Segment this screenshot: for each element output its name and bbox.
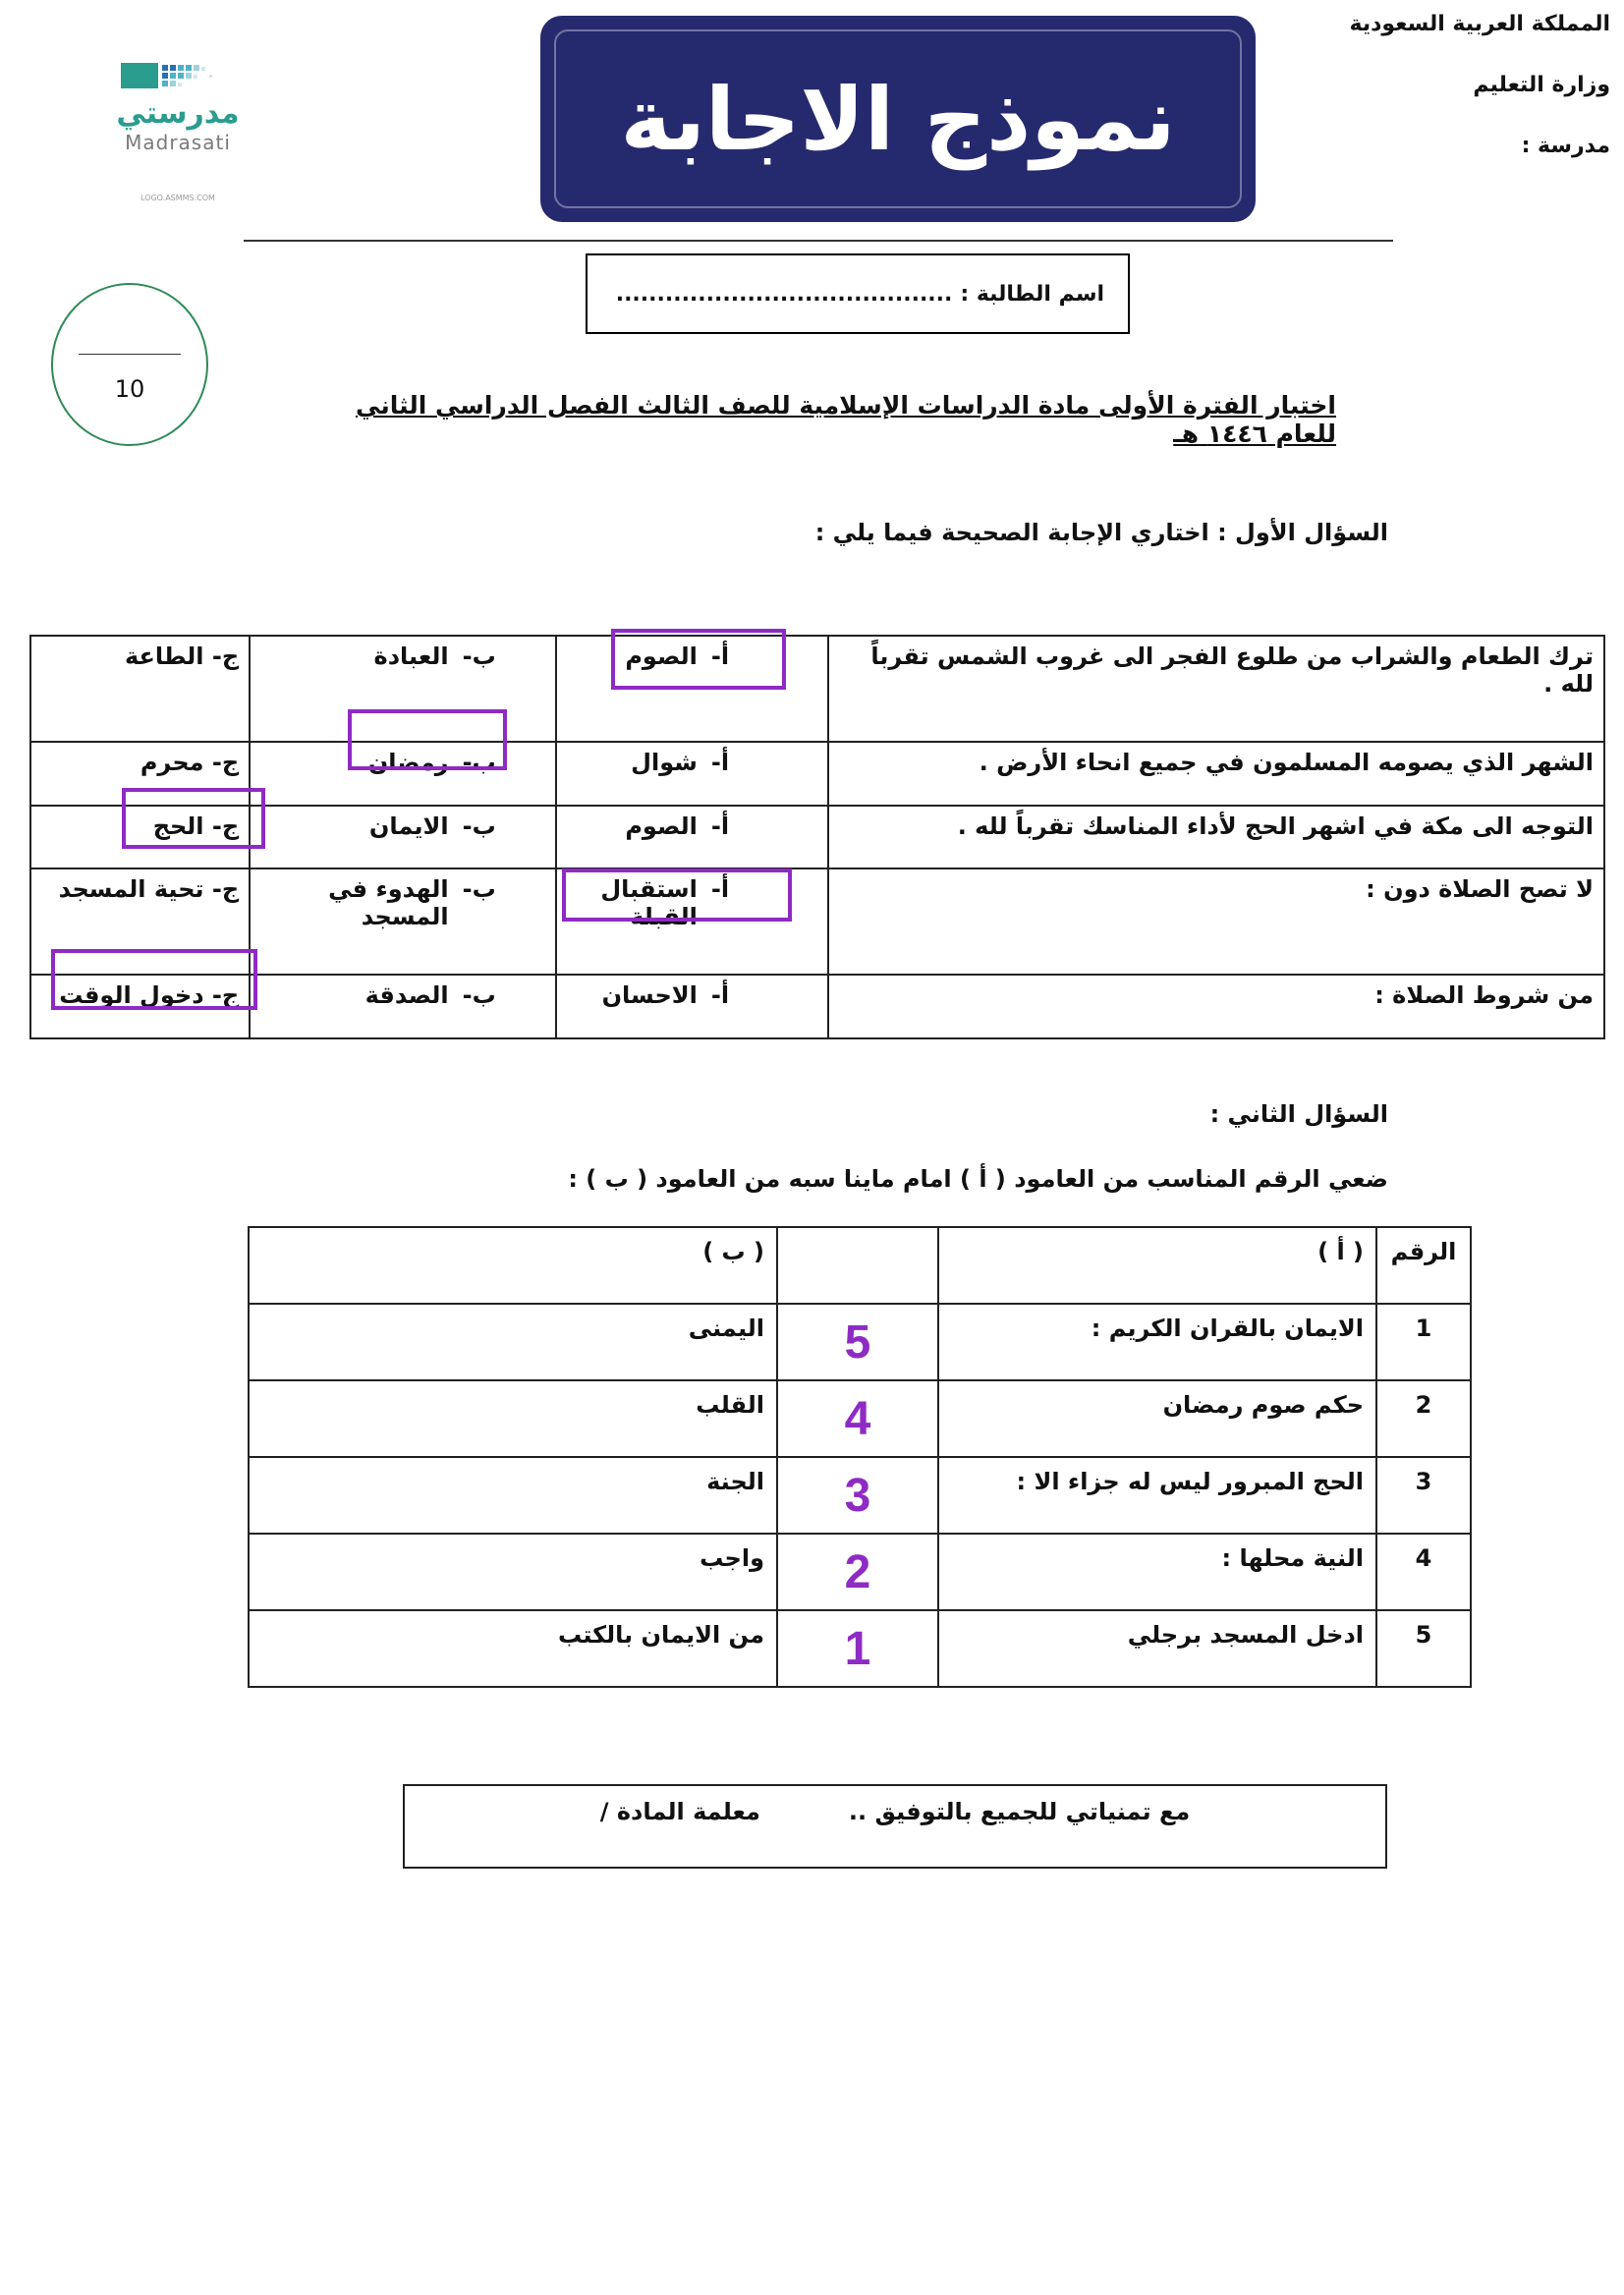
q2-table xyxy=(248,1226,1470,1688)
score-circle xyxy=(51,283,208,446)
q1-row xyxy=(30,806,1604,869)
footer-teacher: معلمة المادة / xyxy=(599,1798,760,1825)
answer-highlight xyxy=(122,788,265,849)
madrasati-logo xyxy=(94,61,261,202)
q2-row xyxy=(249,1457,1471,1534)
q1-option-b-letter: ب- xyxy=(462,981,496,1010)
q2-row xyxy=(249,1534,1471,1610)
q1-option-b-text: الهدوء في المسجد xyxy=(328,875,449,931)
answer-highlight xyxy=(348,709,507,770)
q2-row-number: 4 xyxy=(1376,1534,1471,1610)
q1-option-b xyxy=(250,975,556,1038)
q2-answer-number: 5 xyxy=(777,1304,938,1380)
student-name-label: اسم الطالبة : xyxy=(960,281,1104,307)
col-b-header: ( ب ) xyxy=(249,1227,777,1304)
q1-option-b-text: رمضان xyxy=(367,748,449,776)
q1-question: التوجه الى مكة في اشهر الحج لأداء المناسك تقرباً لله . xyxy=(828,806,1604,869)
q2-instruction: ضعي الرقم المناسب من العامود ( أ ) امام ماينا سبه من العامود ( ب ) : xyxy=(568,1165,1388,1193)
q2-column-b-item: القلب xyxy=(249,1380,777,1457)
ministry-label: وزارة التعليم xyxy=(1473,73,1610,97)
q2-answer-number: 3 xyxy=(777,1457,938,1534)
logo-subtitle: Madrasati xyxy=(125,131,231,154)
q2-row xyxy=(249,1380,1471,1457)
logo-icon xyxy=(119,61,237,96)
q1-option-a-text: شوال xyxy=(631,748,698,776)
q2-answer-number: 4 xyxy=(777,1380,938,1457)
q2-column-a-item: الحج المبرور ليس له جزاء الا : xyxy=(938,1457,1376,1534)
q1-row xyxy=(30,868,1604,975)
col-answer-header xyxy=(777,1227,938,1304)
q1-option-a-text: الاحسان xyxy=(601,981,698,1010)
q1-option-c: ج- الطاعة xyxy=(30,636,250,742)
q1-heading: السؤال الأول : اختاري الإجابة الصحيحة فيما يلي : xyxy=(814,519,1388,546)
q2-column-b-item: اليمنى xyxy=(249,1304,777,1380)
exam-title: اختبار الفترة الأولى مادة الدراسات الإسلامية للصف الثالث الفصل الدراسي الثاني للعام ١٤٤٦ هـ xyxy=(356,391,1336,448)
q2-answer-number: 2 xyxy=(777,1534,938,1610)
q1-option-a-letter: أ- xyxy=(710,643,730,670)
q1-option-b xyxy=(250,868,556,975)
q1-option-c: ج- تحية المسجد xyxy=(30,868,250,975)
q1-option-b-letter: ب- xyxy=(462,875,496,904)
q1-option-c: ج- دخول الوقت xyxy=(30,975,250,1038)
q1-row xyxy=(30,975,1604,1038)
student-name-dots: ......................................... xyxy=(615,281,953,307)
q2-row xyxy=(249,1610,1471,1687)
q1-option-c: ج- محرم xyxy=(30,742,250,806)
q1-option-c: ج- الحج xyxy=(30,806,250,869)
q2-row-number: 5 xyxy=(1376,1610,1471,1687)
q2-row xyxy=(249,1304,1471,1380)
q1-option-a-letter: أ- xyxy=(710,875,730,904)
banner-title: نموذج الاجابة xyxy=(620,68,1176,170)
q2-column-b-item: واجب xyxy=(249,1534,777,1610)
q1-row xyxy=(30,742,1604,806)
q1-option-b-text: الايمان xyxy=(368,812,449,840)
q2-column-a-item: حكم صوم رمضان xyxy=(938,1380,1376,1457)
header-divider xyxy=(244,240,1393,242)
q1-option-a-letter: أ- xyxy=(710,981,730,1010)
q2-column-a-item: الايمان بالقران الكريم : xyxy=(938,1304,1376,1380)
q1-option-a xyxy=(556,742,828,806)
q1-option-a-text: الصوم xyxy=(625,812,698,840)
footer-box xyxy=(403,1784,1387,1869)
logo-name: مدرستي xyxy=(116,96,240,131)
q2-heading: السؤال الثاني : xyxy=(1209,1100,1388,1128)
answer-highlight xyxy=(611,629,786,690)
footer-wish: مع تمنياتي للجميع بالتوفيق .. xyxy=(848,1798,1191,1825)
logo-url: LOGO.ASMMS.COM xyxy=(140,194,215,202)
col-a-header: ( أ ) xyxy=(938,1227,1376,1304)
country-label: المملكة العربية السعودية xyxy=(1349,12,1610,36)
answer-key-banner xyxy=(540,16,1256,222)
q1-option-b-letter: ب- xyxy=(462,812,496,840)
q1-option-b-text: الصدقة xyxy=(364,981,449,1010)
q1-question: ترك الطعام والشراب من طلوع الفجر الى غروب الشمس تقرباً لله . xyxy=(828,636,1604,742)
q1-option-a xyxy=(556,806,828,869)
q1-option-a-letter: أ- xyxy=(710,748,730,776)
q1-option-b-letter: ب- xyxy=(462,643,496,670)
answer-highlight xyxy=(562,868,792,922)
q2-column-b-item: من الايمان بالكتب xyxy=(249,1610,777,1687)
score-line xyxy=(79,354,181,355)
q1-table xyxy=(29,635,1605,1039)
q2-column-a-item: ادخل المسجد برجلي xyxy=(938,1610,1376,1687)
answer-highlight xyxy=(51,949,257,1010)
q1-option-a xyxy=(556,975,828,1038)
q1-option-b xyxy=(250,806,556,869)
q2-column-b-item: الجنة xyxy=(249,1457,777,1534)
q1-option-a-text: استقبال القبلة xyxy=(600,875,698,931)
q1-option-a-letter: أ- xyxy=(710,812,730,840)
q2-column-a-item: النية محلها : xyxy=(938,1534,1376,1610)
q1-option-b-text: العبادة xyxy=(373,643,449,670)
q1-question: لا تصح الصلاة دون : xyxy=(828,868,1604,975)
q1-row xyxy=(30,636,1604,742)
q1-question: من شروط الصلاة : xyxy=(828,975,1604,1038)
q2-row-number: 1 xyxy=(1376,1304,1471,1380)
q2-row-number: 2 xyxy=(1376,1380,1471,1457)
q1-question: الشهر الذي يصومه المسلمون في جميع انحاء الأرض . xyxy=(828,742,1604,806)
q2-row-number: 3 xyxy=(1376,1457,1471,1534)
q1-option-b-letter: ب- xyxy=(462,748,496,776)
score-total: 10 xyxy=(114,375,145,403)
col-num-header: الرقم xyxy=(1376,1227,1471,1304)
q2-answer-number: 1 xyxy=(777,1610,938,1687)
student-name-box xyxy=(586,253,1130,334)
school-label: مدرسة : xyxy=(1521,134,1610,158)
q1-option-a-text: الصوم xyxy=(625,643,698,670)
